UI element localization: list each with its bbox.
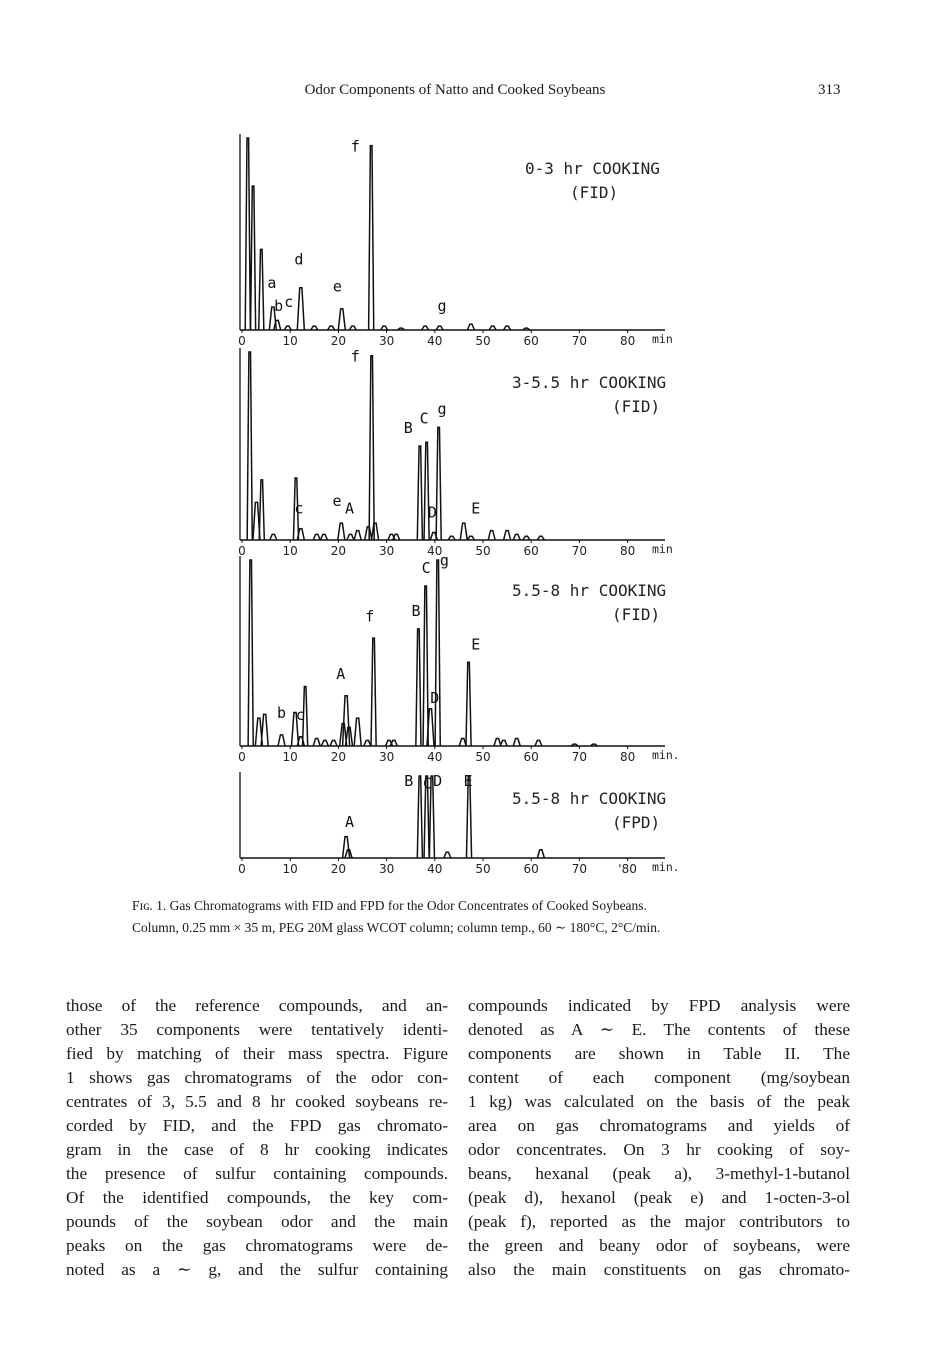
peak <box>467 324 474 330</box>
body-text-line: Of the identified compounds, the key com- <box>66 1188 448 1207</box>
peak <box>513 739 520 746</box>
body-text-line: (peak f), reported as the major contributors to <box>468 1212 850 1231</box>
peak <box>390 740 397 746</box>
x-tick-label: 70 <box>571 862 588 876</box>
panel-title: 3-5.5 hr COOKING <box>512 373 667 392</box>
peak <box>274 320 281 330</box>
peak <box>347 534 354 540</box>
peak-label: c <box>295 705 305 724</box>
x-tick-label: 40 <box>427 862 443 876</box>
panel-title: 0-3 hr COOKING <box>525 159 660 178</box>
peak <box>278 735 285 746</box>
body-text-line: odor concentrates. On 3 hr cooking of soy- <box>468 1140 850 1159</box>
body-text-line: (peak d), hexanol (peak e) and 1-octen-3-ol <box>468 1188 850 1207</box>
x-tick-label: 10 <box>282 544 298 558</box>
peak-label: B <box>403 418 413 437</box>
peak-label: g <box>437 296 447 315</box>
peak-label: E <box>463 771 473 790</box>
x-axis-unit-label: min. <box>652 748 680 762</box>
peak-label: A <box>344 499 355 518</box>
body-text-line: other 35 components were tentatively identi- <box>66 1020 448 1039</box>
peak <box>369 356 374 540</box>
x-tick-label: 30 <box>378 544 395 558</box>
body-text-line: corded by FID, and the FPD gas chromato- <box>66 1116 448 1135</box>
peak-label: b <box>277 704 287 723</box>
peak <box>417 776 422 858</box>
peak-label: A <box>336 665 346 684</box>
peak-label: d <box>294 250 304 269</box>
peak <box>372 523 379 540</box>
x-tick-label: 20 <box>330 544 347 558</box>
body-text-line: peaks on the gas chromatograms were de- <box>66 1236 448 1255</box>
body-text-line: components are shown in Table II. The <box>468 1044 850 1063</box>
x-tick-label: 30 <box>378 750 395 764</box>
figure-caption-line-2: Column, 0.25 mm × 35 m, PEG 20M glass WCOT column; column temp., 60 ∼ 180°C, 2°C/min. <box>132 920 661 935</box>
x-tick-label: 50 <box>475 544 491 558</box>
detector-label: (FPD) <box>612 813 661 832</box>
x-tick-label: 80 <box>619 334 636 348</box>
x-tick-label: 70 <box>571 750 588 764</box>
x-tick-label: 10 <box>282 334 298 348</box>
body-column-left <box>66 994 448 1282</box>
peak-label: C <box>423 774 433 793</box>
x-tick-label: '80 <box>618 862 637 876</box>
x-tick-label: 20 <box>330 862 347 876</box>
running-title: Odor Components of Natto and Cooked Soybeans <box>304 82 606 98</box>
peak <box>535 740 542 746</box>
peak <box>259 480 264 540</box>
x-tick-label: 70 <box>571 334 588 348</box>
peak <box>261 714 268 746</box>
peak-label: g <box>439 551 449 570</box>
x-tick-label: 50 <box>475 334 491 348</box>
x-tick-label: 40 <box>427 750 443 764</box>
peak <box>338 523 345 540</box>
peak <box>393 534 400 540</box>
peak-label: B <box>404 771 414 790</box>
x-tick-label: 70 <box>571 544 588 558</box>
peak <box>423 586 428 746</box>
peak <box>369 146 374 330</box>
peak <box>270 534 277 540</box>
peak-label: c <box>284 292 294 311</box>
peak <box>313 534 320 540</box>
x-tick-label: 0 <box>238 750 246 764</box>
peak-label: B <box>411 601 421 620</box>
peak-label: E <box>471 499 481 518</box>
peak-label: D <box>433 771 443 790</box>
body-column-right <box>468 994 850 1282</box>
chromatogram-panel-4 <box>238 772 680 876</box>
x-tick-label: 10 <box>282 862 298 876</box>
body-text-line: those of the reference compounds, and an- <box>66 996 448 1015</box>
peak <box>365 527 372 540</box>
x-tick-label: 30 <box>378 862 395 876</box>
figure-caption-line-1: Fɪɢ. 1. Gas Chromatograms with FID and FPD for the Odor Concentrates of Cooked Soybeans. <box>132 898 647 913</box>
detector-label: (FID) <box>612 397 661 416</box>
peak <box>248 560 253 746</box>
body-text-line: compounds indicated by FPD analysis were <box>468 996 850 1015</box>
x-axis-unit-label: min <box>652 332 673 346</box>
chromatogram-panel-2 <box>238 347 673 558</box>
body-text-line: also the main constituents on gas chromato- <box>468 1260 850 1279</box>
peak <box>504 531 511 540</box>
peak <box>444 852 451 858</box>
peak <box>459 739 466 746</box>
x-tick-label: 0 <box>238 862 246 876</box>
body-text-line: 1 shows gas chromatograms of the odor con- <box>66 1068 448 1087</box>
peak-label: A <box>344 812 355 831</box>
x-tick-label: 60 <box>523 862 539 876</box>
chromatogram-panel-1 <box>238 134 673 348</box>
peak <box>417 446 422 540</box>
peak-label: C <box>421 559 431 578</box>
peak-label: a <box>267 273 277 292</box>
detector-label: (FID) <box>612 605 661 624</box>
x-tick-label: 30 <box>378 334 395 348</box>
x-tick-label: 60 <box>523 334 539 348</box>
x-tick-label: 0 <box>238 544 246 558</box>
body-text-line: 1 kg) was calculated on the basis of the peak <box>468 1092 850 1111</box>
peak <box>354 718 361 746</box>
chromatogram-panel-3 <box>238 552 680 764</box>
peak <box>416 629 421 746</box>
peak-label: D <box>430 689 440 708</box>
peak <box>247 352 252 540</box>
x-tick-label: 20 <box>330 334 347 348</box>
peak-label: C <box>419 409 429 428</box>
x-tick-label: 50 <box>475 862 491 876</box>
peak-label: e <box>332 492 342 511</box>
peak-label: c <box>294 499 304 518</box>
peak <box>321 740 328 746</box>
peak-label: g <box>437 400 447 419</box>
peak <box>320 534 327 540</box>
body-text-line: the presence of sulfur containing compounds. <box>66 1164 448 1183</box>
body-text-line: pounds of the soybean odor and the main <box>66 1212 448 1231</box>
peak <box>435 560 440 746</box>
peak <box>297 288 304 330</box>
peak-label: e <box>332 277 342 296</box>
x-tick-label: 20 <box>330 750 347 764</box>
x-tick-label: 80 <box>619 544 636 558</box>
peak <box>537 850 544 858</box>
x-tick-label: 50 <box>475 750 491 764</box>
peak <box>513 534 520 540</box>
peak-label: E <box>471 635 481 654</box>
x-tick-label: 40 <box>427 544 443 558</box>
body-text-line: the green and beany odor of soybeans, were <box>468 1236 850 1255</box>
body-text-line: fied by matching of their mass spectra. Figure <box>66 1044 448 1063</box>
peak <box>424 442 429 540</box>
x-tick-label: 40 <box>427 334 443 348</box>
peak <box>354 531 361 540</box>
peak <box>330 740 337 746</box>
x-axis-unit-label: min. <box>652 860 680 874</box>
body-text-line: denoted as A ∼ E. The contents of these <box>468 1020 850 1039</box>
peak <box>436 427 441 540</box>
peak-label: f <box>365 607 375 626</box>
peak <box>500 740 507 746</box>
peak <box>313 739 320 746</box>
peak-label: f <box>350 137 360 156</box>
x-tick-label: 10 <box>282 750 298 764</box>
peak <box>371 638 376 746</box>
body-text-line: content of each component (mg/soybean <box>468 1068 850 1087</box>
body-text-line: noted as a ∼ g, and the sulfur containing <box>66 1260 448 1279</box>
peak <box>338 309 345 330</box>
body-text-line: area on gas chromatograms and yields of <box>468 1116 850 1135</box>
x-tick-label: 60 <box>523 544 539 558</box>
peak-label: f <box>350 347 360 366</box>
peak <box>488 531 495 540</box>
peak <box>460 523 467 540</box>
x-axis-unit-label: min <box>652 542 673 556</box>
peak <box>259 249 264 330</box>
peak <box>245 138 250 330</box>
x-tick-label: 0 <box>238 334 246 348</box>
detector-label: (FID) <box>570 183 619 202</box>
peak <box>251 186 256 330</box>
body-text-line: centrates of 3, 5.5 and 8 hr cooked soybeans re- <box>66 1092 448 1111</box>
body-text-line: beans, hexanal (peak a), 3-methyl-1-butanol <box>468 1164 850 1183</box>
peak <box>466 662 471 746</box>
peak-label: D <box>427 503 437 522</box>
panel-title: 5.5-8 hr COOKING <box>512 581 667 600</box>
peak <box>364 740 371 746</box>
x-tick-label: 60 <box>523 750 539 764</box>
x-tick-label: 80 <box>619 750 636 764</box>
page-number: 313 <box>818 82 841 98</box>
body-text-line: gram in the case of 8 hr cooking indicates <box>66 1140 448 1159</box>
panel-title: 5.5-8 hr COOKING <box>512 789 667 808</box>
peak-label: b <box>274 296 284 315</box>
